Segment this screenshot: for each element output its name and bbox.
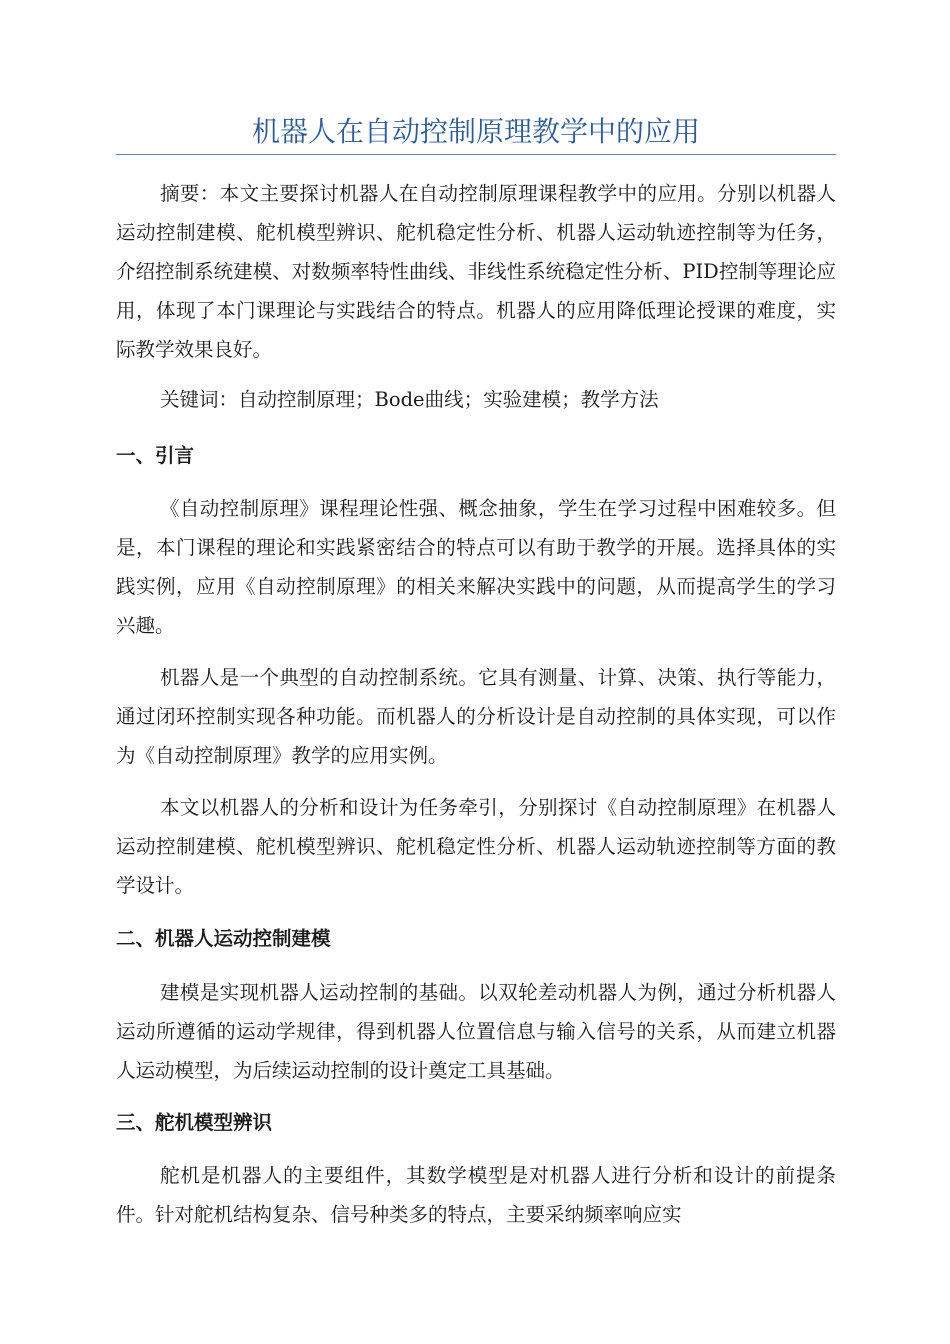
section-paragraph: 《自动控制原理》课程理论性强、概念抽象，学生在学习过程中困难较多。但是，本门课程的理论和实践紧密结合的特点可以有助于教学的开展。选择具体的实践实例，应用《自动控制原理》的相关来解决实践中的问题，从而提高学生的学习兴趣。 <box>116 497 836 637</box>
title-underline <box>116 154 836 155</box>
keywords-paragraph: 关键词：自动控制原理；Bode曲线；实验建模；教学方法 <box>160 388 659 411</box>
section-heading: 一、引言 <box>116 444 195 467</box>
section-heading: 二、机器人运动控制建模 <box>116 927 331 950</box>
abstract-paragraph: 摘要：本文主要探讨机器人在自动控制原理课程教学中的应用。分别以机器人运动控制建模、舵机模型辨识、舵机稳定性分析、机器人运动轨迹控制等为任务，介绍控制系统建模、对数频率特性曲线、非线性系统稳定性分析、PID控制等理论应用，体现了本门课理论与实践结合的特点。机器人的应用降低理论授课的难度，实际教学效果良好。 <box>116 182 836 361</box>
section-heading: 三、舵机模型辨识 <box>116 1111 273 1134</box>
section-paragraph: 机器人是一个典型的自动控制系统。它具有测量、计算、决策、执行等能力，通过闭环控制实现各种功能。而机器人的分析设计是自动控制的具体实现，可以作为《自动控制原理》教学的应用实例。 <box>116 666 836 767</box>
section-paragraph: 本文以机器人的分析和设计为任务牵引，分别探讨《自动控制原理》在机器人运动控制建模、舵机模型辨识、舵机稳定性分析、机器人运动轨迹控制等方面的教学设计。 <box>116 796 836 897</box>
section-paragraph: 建模是实现机器人运动控制的基础。以双轮差动机器人为例，通过分析机器人运动所遵循的运动学规律，得到机器人位置信息与输入信号的关系，从而建立机器人运动模型，为后续运动控制的设计奠定工具基础。 <box>116 981 836 1082</box>
section-paragraph: 舵机是机器人的主要组件，其数学模型是对机器人进行分析和设计的前提条件。针对舵机结构复杂、信号种类多的特点，主要采纳频率响应实 <box>116 1164 836 1226</box>
document-title: 机器人在自动控制原理教学中的应用 <box>251 115 700 148</box>
